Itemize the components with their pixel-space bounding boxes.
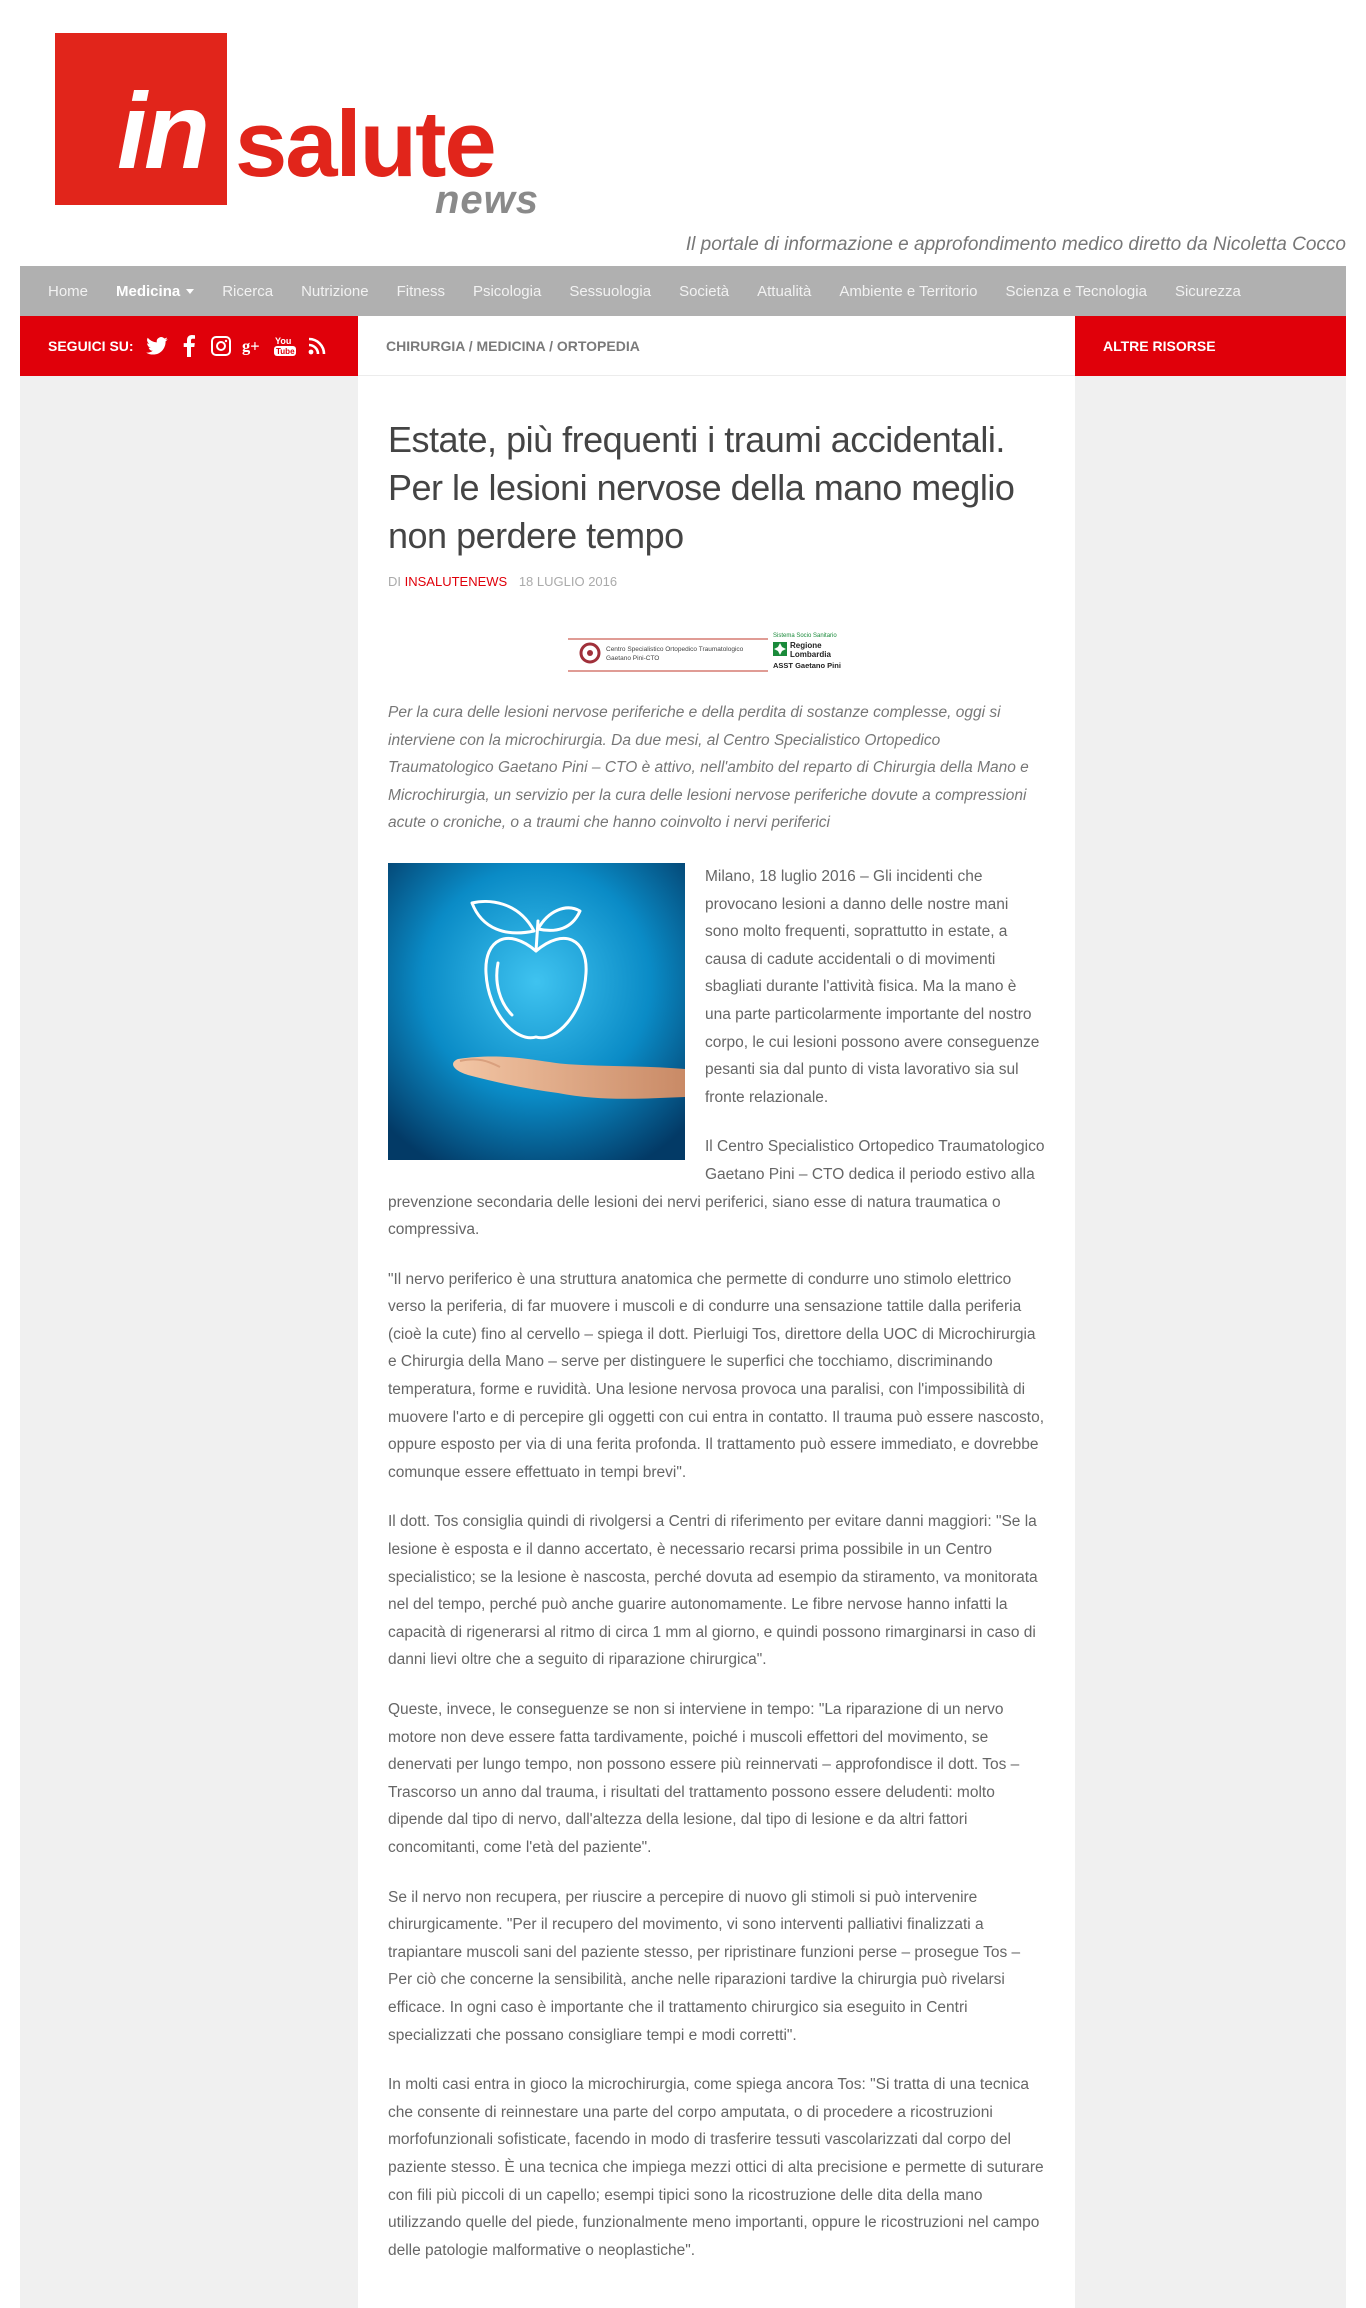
article-paragraph-1: Milano, 18 luglio 2016 – Gli incidenti che provocano lesioni a danno delle nostre mani sono molto frequenti, soprattutto in estate, a causa di cadute accidentali o di movimenti sbagliati durante l'attività fisica. Ma la mano è una parte particolarmente importante del nostro corpo, le cui lesioni possono avere conseguenze pesanti sia dal punto di vista lavorativo sia sul fronte relazionale. <box>705 867 1040 1106</box>
social-icons <box>146 335 328 357</box>
svg-text:You: You <box>274 336 291 346</box>
altre-risorse-bar <box>1075 316 1346 376</box>
article-meta <box>388 574 1045 589</box>
partner-right-asst: ASST Gaetano Pini <box>772 661 841 670</box>
rss-icon[interactable] <box>306 335 328 357</box>
article-paragraph-7: In molti casi entra in gioco la microchirurgia, come spiega ancora Tos: "Si tratta di una tecnica che consente di reinnestare una parte del corpo amputata, o di procedere a ricostruzioni morfofunzionali sofisticate, facendo in modo di trasferire tessuti vascolarizzati dal corpo del paziente stesso. È una tecnica che impiega mezzi ottici di alta precisione e permette di suturare con fili più piccoli di un capello; esempi tipici sono la ricostruzione delle dita della mano utilizzando quelle del piede, funzionalmente meno importanti, oppure le ricostruzioni nel campo delle patologie malformative o neoplastiche". <box>388 2076 1044 2259</box>
follow-label: SEGUICI SU: <box>48 338 134 354</box>
nav-item-home[interactable]: Home <box>48 282 89 300</box>
article-intro: Per la cura delle lesioni nervose periferiche e della perdita di sostanze complesse, oggi si interviene con la microchirurgia. Da due mesi, al Centro Specialistico Ortopedico Traumatologico Gaetano Pini – CTO è attivo, nell'ambito del reparto di Chirurgia della Mano e Microchirurgia, un servizio per la cura delle lesioni nervose periferiche dovute a compressioni acute o croniche, o a traumi che hanno coinvolto i nervi periferici <box>388 704 1029 832</box>
altre-risorse-title: ALTRE RISORSE <box>1103 338 1216 354</box>
right-sidebar <box>1075 316 1346 376</box>
partner-right-top: Sistema Socio Sanitario <box>772 633 837 639</box>
nav-item-sicurezza[interactable]: Sicurezza <box>1174 282 1241 300</box>
partner-logo <box>568 631 866 679</box>
logo-in-text: in <box>117 70 207 191</box>
article-paragraph-2: Il Centro Specialistico Ortopedico Traumatologico Gaetano Pini – CTO dedica il periodo estivo alla prevenzione secondaria delle lesioni dei nervi periferici, siano esse di natura traumatica o compressiva. <box>388 1138 1045 1239</box>
article-paragraph-6: Se il nervo non recupera, per riuscire a percepire di nuovo gli stimoli si può intervenire chirurgicamente. "Per il recupero del movimento, vi sono interventi palliativi finalizzati a trapiantare muscoli sani del paziente stesso, per ripristinare funzioni perse – prosegue Tos – Per ciò che concerne la sensibilità, anche nelle riparazioni tardive la chirurgia può rivelarsi efficace. In ogni caso è importante che il trattamento chirurgico sia eseguito in Centri specializzati che possano consigliare tempi e modi corretti". <box>388 1888 1021 2044</box>
svg-text:Tube: Tube <box>275 347 295 356</box>
nav-item-ambiente[interactable]: Ambiente e Territorio <box>839 282 978 300</box>
chevron-down-icon <box>186 289 194 294</box>
nav-item-nutrizione[interactable]: Nutrizione <box>301 282 369 300</box>
nav-item-psicologia[interactable]: Psicologia <box>472 282 542 300</box>
nav-item-societa[interactable]: Società <box>679 282 730 300</box>
partner-right-region1: Regione <box>789 641 822 650</box>
main-nav <box>20 266 1346 316</box>
logo-salute-text: salute <box>235 91 495 196</box>
page-wrapper <box>20 316 1346 2308</box>
nav-item-attualita[interactable]: Attualità <box>757 282 812 300</box>
twitter-icon[interactable] <box>146 335 168 357</box>
article-content <box>358 416 1075 2264</box>
youtube-icon[interactable] <box>274 335 296 357</box>
partner-left-line2: Gaetano Pini-CTO <box>605 655 659 662</box>
article-author-link[interactable]: INSALUTENEWS <box>404 574 508 589</box>
article-column <box>358 316 1075 2308</box>
site-tagline: Il portale di informazione e approfondimento medico diretto da Nicoletta Cocco <box>685 234 1346 255</box>
meta-by: DI <box>388 574 401 589</box>
nav-item-scienza[interactable]: Scienza e Tecnologia <box>1005 282 1147 300</box>
nav-item-medicina[interactable] <box>116 283 194 300</box>
follow-bar <box>20 316 358 376</box>
svg-text:g+: g+ <box>241 336 260 356</box>
partner-right-region2: Lombardia <box>789 650 831 659</box>
left-sidebar <box>20 316 358 376</box>
article-paragraph-3: "Il nervo periferico è una struttura anatomica che permette di condurre uno stimolo elettrico verso la periferia, di far muovere i muscoli e di condurre una sensazione tattile dalla periferia (cioè la cute) fino al cervello – spiega il dott. Pierluigi Tos, direttore della UOC di Microchirurgia e Chirurgia della Mano – serve per distinguere le superfici che tocchiamo, discriminando temperatura, forme e ruvidità. Una lesione nervosa provoca una paralisi, con l'impossibilità di muovere l'arto e di percepire gli oggetti con cui entra in contatto. Il trauma può essere nascosto, oppure esposto per via di una ferita profonda. Il trattamento può essere immediato, e dovrebbe comunque essere effettuato in tempi brevi". <box>388 1270 1045 1481</box>
article-body <box>388 863 1045 2264</box>
nav-item-ricerca[interactable]: Ricerca <box>222 282 274 300</box>
article-title: Estate, più frequenti i traumi accidentali. Per le lesioni nervose della mano meglio non perdere tempo <box>388 419 1015 556</box>
partner-left-line1: Centro Specialistico Ortopedico Traumatologico <box>605 646 743 653</box>
facebook-icon[interactable] <box>178 335 200 357</box>
article-date: 18 LUGLIO 2016 <box>518 574 618 589</box>
google-plus-icon[interactable] <box>242 335 264 357</box>
article-paragraph-4: Il dott. Tos consiglia quindi di rivolgersi a Centri di riferimento per evitare danni maggiori: "Se la lesione è esposta e il danno accertato, è necessario recarsi prima possibile in un Centro specialistico; se la lesione è nascosta, perché dovuta ad esempio da stiramento, va monitorata nel del tempo, perché può anche guarire autonomamente. Le fibre nervose hanno infatti la capacità di rigenerarsi al ritmo di circa 1 mm al giorno, e quindi possono rimarginarsi in caso di danni lievi oltre che a seguito di riparazione chirurgica". <box>388 1513 1038 1669</box>
nav-item-sessuologia[interactable]: Sessuologia <box>569 282 652 300</box>
article-paragraph-5: Queste, invece, le conseguenze se non si interviene in tempo: "La riparazione di un nervo motore non deve essere fatta tardivamente, poiché i muscoli effettori del movimento, se denervati per lungo tempo, non possono essere più reinnervati – approfondisce il dott. Tos – Trascorso un anno dal trauma, i risultati del trattamento possono essere deludenti: molto dipende dal tipo di nervo, dall'altezza della lesione, dal tipo di lesione e da altri fattori concomitanti, come l'età del paziente". <box>388 1701 1020 1856</box>
site-logo[interactable] <box>55 33 540 223</box>
article-image[interactable] <box>388 863 685 1160</box>
nav-item-fitness[interactable]: Fitness <box>396 282 445 300</box>
logo-news-text: news <box>435 178 540 222</box>
instagram-icon[interactable] <box>210 335 232 357</box>
breadcrumb[interactable]: CHIRURGIA / MEDICINA / ORTOPEDIA <box>358 316 1075 376</box>
site-header <box>0 0 1366 265</box>
nav-item-medicina-label: Medicina <box>116 282 181 300</box>
